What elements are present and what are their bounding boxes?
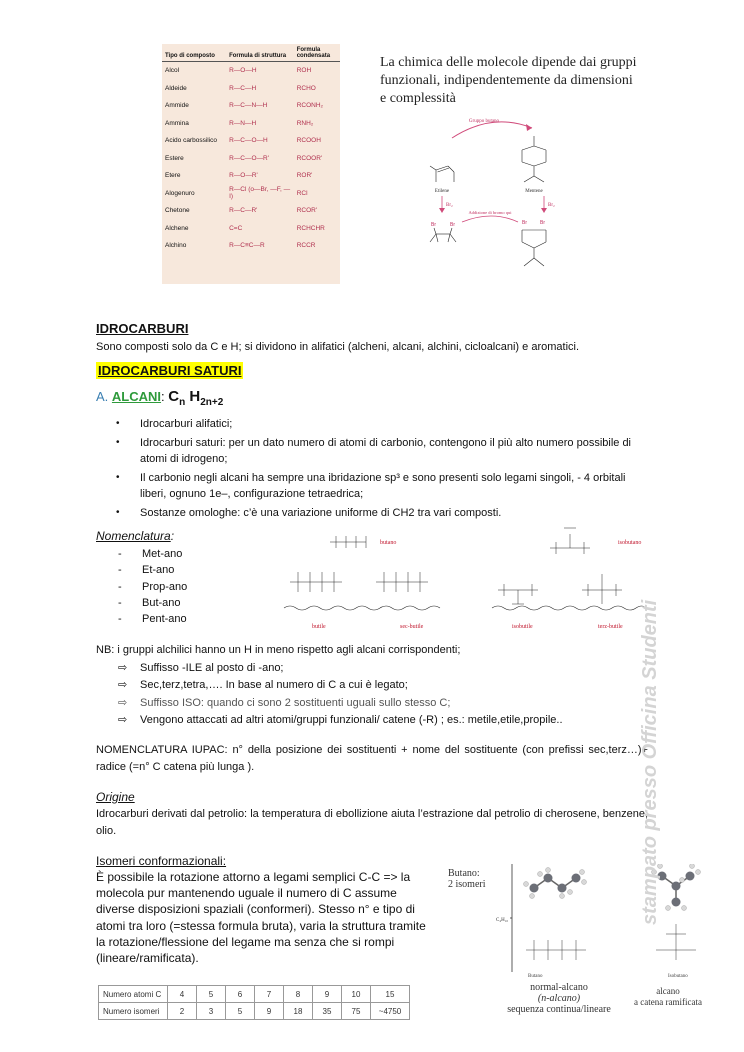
watermark: [636, 530, 666, 930]
table-cell: 4: [168, 986, 197, 1003]
table-row: [162, 220, 340, 238]
list-item: - Et-ano: [118, 562, 187, 578]
br2-label-1: Br₂: [446, 203, 453, 208]
idrocarburi-saturi-title: IDROCARBURI SATURI: [98, 363, 242, 378]
sec-butile-label: sec-butile: [400, 624, 424, 630]
nomenclatura-list: [118, 546, 187, 627]
origine-title: Origine: [96, 790, 135, 804]
list-item: • Il carbonio negli alcani ha sempre una ibridazione sp³ e sono presenti solo legami singoli, - 4 orbitali liberi, ognuno 1e–, configurazione tetraedrica;: [114, 470, 654, 502]
table-cell: 9: [313, 986, 342, 1003]
table-header-row: [162, 44, 340, 62]
nomenclatura-title: Nomenclatura:: [96, 529, 175, 543]
idrocarburi-title: IDROCARBURI: [96, 321, 189, 336]
compound-type: Alchene: [165, 224, 189, 232]
compound-type: Alogenuro: [165, 189, 195, 197]
compound-type: Alchino: [165, 242, 187, 250]
compound-type: Ammina: [165, 119, 189, 127]
addition-label: Addizione di bromo qui: [468, 210, 512, 215]
butano-structure-label: Butano: [528, 974, 543, 979]
general-formula: $C_n$ $H_{2n+2}$: [168, 388, 224, 408]
alcani-separator: :: [161, 389, 165, 404]
butane-bracket-and-models: [510, 864, 710, 974]
structural-formula: R—C—N—H: [229, 102, 268, 110]
structural-formula: R—C≡C—R: [229, 242, 265, 250]
table-cell: 3: [197, 1003, 226, 1020]
table-cell: 5: [226, 1003, 255, 1020]
table-cell: 7: [255, 986, 284, 1003]
structural-formula: R—Cl (o—Br, —F, —I): [229, 186, 291, 201]
isomeri-text: È possibile la rotazione attorno a legami semplici C-C => la molecola pur mantenendo uguale il numero di C assume diverse disposizioni spaziali (conformeri). Stesso n° e tipo di atomi tra loro (=stessa formula bruta), varia la struttura tramite la rotazione/flessione del legame ma senza che si rompi (lineare/ramificata).: [96, 870, 426, 966]
list-item: - Prop-ano: [118, 579, 187, 595]
column-header: Formula di struttura: [226, 44, 294, 62]
list-item: - Pent-ano: [118, 611, 187, 627]
condensed-formula: RCCR: [296, 242, 316, 250]
nb-list: [118, 660, 563, 730]
structural-formula: C=C: [229, 224, 243, 232]
terz-butile-label: terz-butile: [598, 624, 623, 630]
svg-text:Br: Br: [540, 220, 545, 226]
butane-subtitle: 2 isomeri: [448, 879, 486, 890]
list-item: ⇨ Suffisso ISO: quando ci sono 2 sostituenti uguali sullo stesso C;: [118, 695, 563, 712]
table-cell: 15: [371, 986, 410, 1003]
compound-type: Etere: [165, 172, 181, 180]
arrow-icon: ⇨: [118, 714, 128, 727]
list-item: • Idrocarburi saturi: per un dato numero di atomi di carbonio, contengono il più alto numero possibile di atomi di idrogeno;: [114, 435, 654, 467]
table-row: [162, 132, 340, 150]
structural-formula: R—C—O—R': [229, 154, 269, 162]
butile-label: butile: [312, 624, 326, 630]
list-item: ⇨ Sec,terz,tetra,…. In base al numero di C a cui è legato;: [118, 677, 563, 694]
table-row: [162, 202, 340, 220]
origine-text: Idrocarburi derivati dal petrolio: la temperatura di ebollizione aiuta l’estrazione dal petrolio di cherosene, benzene, olio.: [96, 808, 648, 837]
mentene-label: Mentene: [525, 189, 543, 194]
list-item: • Idrocarburi alifatici;: [114, 416, 654, 432]
list-item: - Met-ano: [118, 546, 187, 562]
table-row: [99, 986, 410, 1003]
normal-alkane-caption: normal-alcano (n-alcano) sequenza continua/lineare: [507, 982, 611, 1015]
column-header: Tipo di composto: [162, 44, 226, 62]
structural-formula: R—C—O—H: [229, 137, 268, 145]
group-label: Gruppo butano: [468, 119, 500, 124]
table-row: [162, 80, 340, 98]
list-item: - But-ano: [118, 595, 187, 611]
alcani-properties-list: [114, 416, 654, 524]
alcani-heading: [96, 388, 223, 408]
isomer-count-table: [98, 985, 410, 1020]
butyl-structures-figure: [280, 524, 650, 636]
condensed-formula: RCOOR': [296, 154, 323, 162]
arrow-icon: ⇨: [118, 662, 128, 674]
table-cell: 2: [168, 1003, 197, 1020]
table-cell: 8: [284, 986, 313, 1003]
table-row: [162, 185, 340, 203]
arrow-icon: ⇨: [118, 696, 128, 709]
arrow-icon: ⇨: [118, 679, 128, 692]
nb-note: NB: i gruppi alchilici hanno un H in meno rispetto agli alcani corrispondenti;: [96, 644, 461, 656]
butane-isomers-figure: [440, 862, 710, 1022]
table-row: [162, 237, 340, 255]
svg-text:stampato presso Officina Stude: stampato presso Officina Studenti: [639, 599, 661, 925]
table-cell: 75: [342, 1003, 371, 1020]
br2-label-2: Br₂: [548, 203, 555, 208]
row-header: Numero isomeri: [99, 1003, 168, 1020]
condensed-formula: ROR': [296, 172, 313, 180]
section-letter: A.: [96, 389, 109, 404]
list-item: • Sostanze omologhe: c’è una variazione uniforme di CH2 tra vari composti.: [114, 505, 654, 521]
isobutile-label: isobutile: [512, 624, 533, 630]
table-row: [162, 97, 340, 115]
butane-formula: C₄H₁₀: [496, 918, 509, 923]
list-item: ⇨ Vengono attaccati ad altri atomi/gruppi funzionali/ catene (-R) ; es.: metile,etile,propile..: [118, 712, 563, 729]
compound-type: Alcol: [165, 67, 180, 75]
table-cell: 9: [255, 1003, 284, 1020]
table-cell: 35: [313, 1003, 342, 1020]
svg-text:Br: Br: [431, 222, 436, 228]
table-row: [162, 115, 340, 133]
isobutano-label: isobutano: [618, 540, 642, 546]
etilene-label: Etilene: [434, 189, 450, 194]
table-cell: 5: [197, 986, 226, 1003]
idrocarburi-description: Sono composti solo da C e H; si dividono in alifatici (alcheni, alcani, alchini, cicloalcani) e aromatici.: [96, 341, 580, 353]
svg-text:Br: Br: [522, 220, 527, 226]
iupac-paragraph: NOMENCLATURA IUPAC: n° della posizione dei sostituenti + nome del sostituente (con prefissi sec,terz…)+ radice (=n° C catena più lunga ).: [96, 744, 648, 773]
reaction-figure: [412, 110, 588, 282]
condensed-formula: RNH₂: [296, 119, 314, 127]
intro-text: La chimica delle molecole dipende dai gruppi funzionali, indipendentemente da dimensioni e complessità: [380, 55, 637, 106]
svg-text:Br: Br: [450, 222, 455, 228]
list-item: ⇨ Suffisso -ILE al posto di -ano;: [118, 660, 563, 677]
table-cell: 10: [342, 986, 371, 1003]
table-row: [162, 62, 340, 80]
table-cell: 18: [284, 1003, 313, 1020]
condensed-formula: RCOOH: [296, 137, 321, 145]
table-row: [162, 167, 340, 185]
compound-type: Ammide: [165, 102, 189, 110]
table-row: [162, 150, 340, 168]
condensed-formula: RCONH₂: [296, 102, 324, 110]
row-header: Numero atomi C: [99, 986, 168, 1003]
table-cell: 6: [226, 986, 255, 1003]
branched-alkane-caption: alcano a catena ramificata: [634, 986, 702, 1007]
condensed-formula: RCHCHR: [296, 224, 325, 232]
structural-formula: R—O—R': [229, 172, 258, 180]
table-cell: ~4750: [371, 1003, 410, 1020]
structural-formula: R—O—H: [229, 67, 257, 75]
functional-groups-table: [162, 44, 340, 284]
condensed-formula: RCHO: [296, 84, 316, 92]
structural-formula: R—C—R': [229, 207, 258, 215]
structural-formula: R—C—H: [229, 84, 257, 92]
alcani-name: ALCANI: [111, 389, 162, 404]
compound-type: Estere: [165, 154, 184, 162]
isobutano-structure-label: Isobutano: [668, 974, 688, 979]
compound-type: Acido carbossilico: [165, 137, 218, 145]
butane-title: Butano:: [448, 868, 480, 879]
condensed-formula: ROH: [296, 67, 312, 75]
table-row: [99, 1003, 410, 1020]
isomeri-title: Isomeri conformazionali:: [96, 854, 227, 868]
column-header: Formula condensata: [294, 44, 340, 62]
condensed-formula: RCl: [296, 189, 308, 197]
compound-type: Aldeide: [165, 84, 187, 92]
compound-type: Chetone: [165, 207, 190, 215]
condensed-formula: RCOR': [296, 207, 318, 215]
butano-label: butano: [380, 540, 397, 546]
structural-formula: R—N—H: [229, 119, 257, 127]
